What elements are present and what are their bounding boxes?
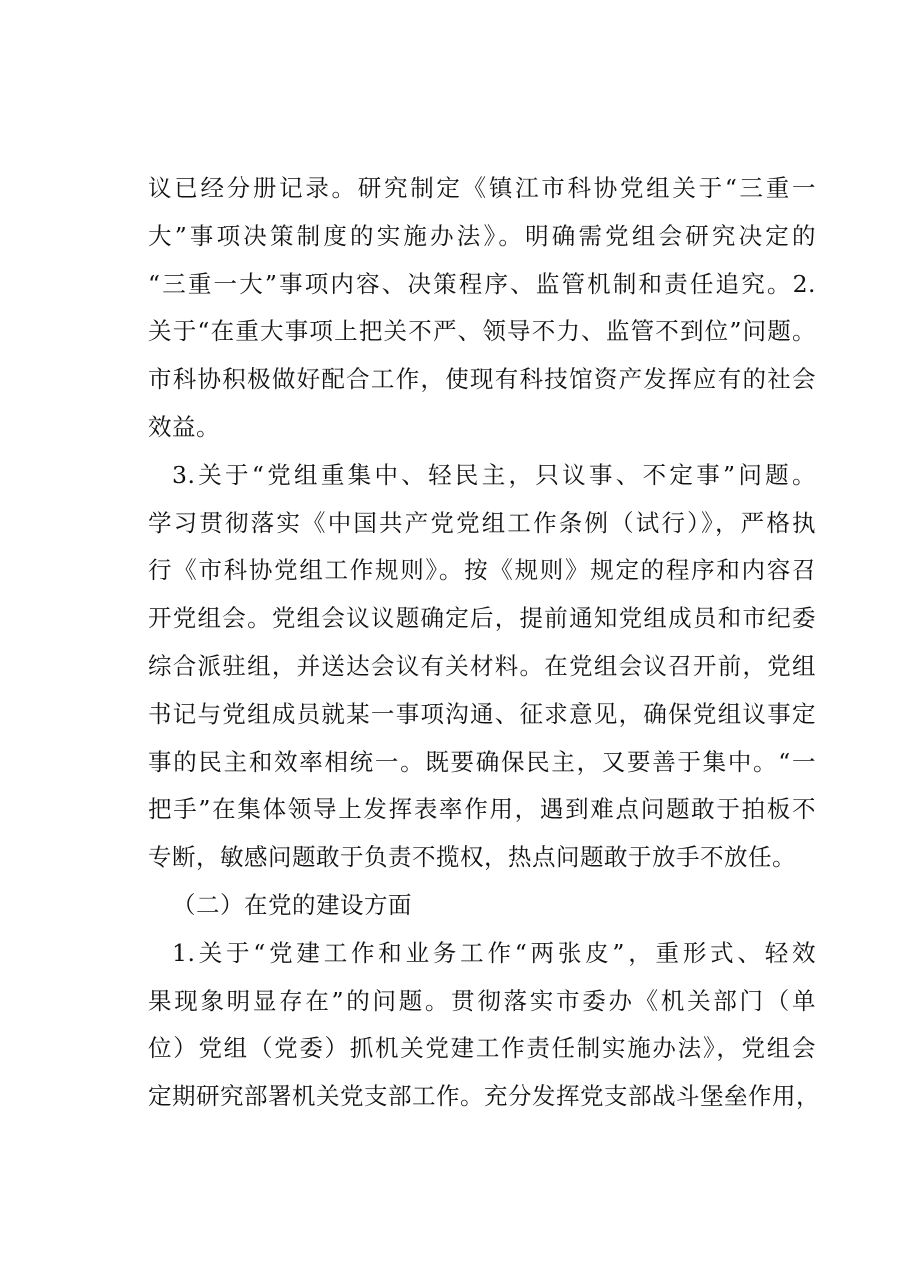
text-line: 议已经分册记录。研究制定《镇江市科协党组关于“三重一 [148, 174, 816, 202]
text-line: 果现象明显存在”的问题。贯彻落实市委办《机关部门（单 [148, 986, 816, 1015]
document-page [148, 165, 820, 1121]
text-line: “三重一大”事项内容、决策程序、监管机制和责任追究。2. [148, 269, 816, 298]
paragraph-1 [148, 165, 816, 452]
text-line: 学习贯彻落实《中国共产党党组工作条例（试行）》，严格执 [148, 508, 816, 537]
text-line: 大”事项决策制度的实施办法》。明确需党组会研究决定的 [148, 221, 816, 250]
text-line: 定期研究部署机关党支部工作。充分发挥党支部战斗堡垒作用， [148, 1082, 820, 1111]
text-line: 把手”在集体领导上发挥表率作用，遇到难点问题敢于拍板不 [148, 795, 816, 824]
paragraph-4 [148, 930, 820, 1121]
text-line: 专断，敏感问题敢于负责不揽权，热点问题敢于放手不放任。 [148, 843, 796, 872]
text-line: 关于“在重大事项上把关不严、领导不力、监管不到位”问题。 [148, 317, 816, 346]
text-line: 1.关于“党建工作和业务工作“两张皮”，重形式、轻效 [172, 938, 816, 967]
text-line: 综合派驻组，并送达会议有关材料。在党组会议召开前，党组 [148, 651, 816, 680]
text-line: 开党组会。党组会议议题确定后，提前通知党组成员和市纪委 [148, 604, 816, 633]
text-line: 位）党组（党委）抓机关党建工作责任制实施办法》，党组会 [148, 1034, 816, 1063]
text-line: 效益。 [148, 412, 220, 441]
text-line: 事的民主和效率相统一。既要确保民主，又要善于集中。“一 [148, 747, 816, 776]
text-line: 书记与党组成员就某一事项沟通、征求意见，确保党组议事定 [148, 699, 816, 728]
section-heading-text: （二）在党的建设方面 [172, 890, 412, 919]
text-line: 行《市科协党组工作规则》。按《规则》规定的程序和内容召 [148, 556, 816, 585]
section-heading [148, 882, 816, 930]
paragraph-2 [148, 452, 816, 882]
text-line: 市科协积极做好配合工作，使现有科技馆资产发挥应有的社会 [148, 365, 816, 394]
text-line: 3.关于“党组重集中、轻民主，只议事、不定事”问题。 [172, 460, 816, 489]
